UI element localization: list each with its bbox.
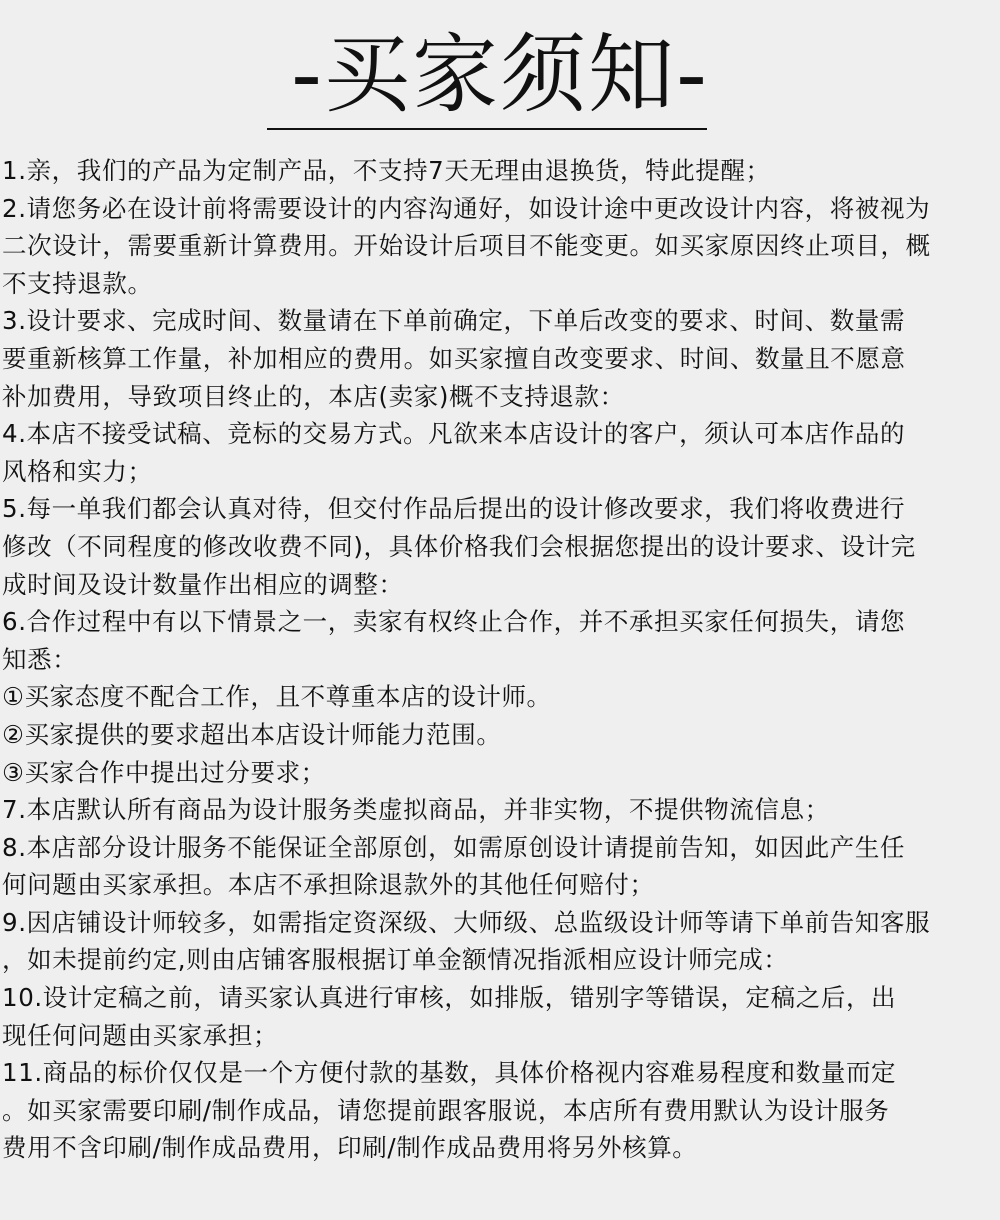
notice-line: 修改（不同程度的修改收费不同)，具体价格我们会根据您提出的设计要求、设计完 bbox=[2, 531, 916, 561]
notice-line: 费用不含印刷/制作成品费用，印刷/制作成品费用将另外核算。 bbox=[2, 1133, 698, 1163]
notice-line: 现任何问题由买家承担； bbox=[2, 1020, 279, 1050]
notice-line: 知悉： bbox=[2, 644, 78, 674]
notice-line: ③买家合作中提出过分要求； bbox=[2, 757, 326, 787]
title-underline bbox=[267, 128, 707, 130]
notice-line: 二次设计，需要重新计算费用。开始设计后项目不能变更。如买家原因终止项目，概 bbox=[2, 231, 931, 261]
notice-line: 。如买家需要印刷/制作成品，请您提前跟客服说，本店所有费用默认为设计服务 bbox=[2, 1095, 890, 1125]
notice-line: 3.设计要求、完成时间、数量请在下单前确定，下单后改变的要求、时间、数量需 bbox=[2, 306, 906, 336]
notice-line: 7.本店默认所有商品为设计服务类虚拟商品，并非实物，不提供物流信息； bbox=[2, 795, 830, 825]
notice-line: 2.请您务必在设计前将需要设计的内容沟通好，如设计途中更改设计内容，将被视为 bbox=[2, 193, 931, 223]
page-title: -买家须知- bbox=[290, 25, 710, 125]
notice-line: ，如未提前约定,则由店铺客服根据订单金额情况指派相应设计师完成： bbox=[2, 945, 789, 975]
notice-line: 补加费用，导致项目终止的，本店(卖家)概不支持退款： bbox=[2, 381, 625, 411]
notice-line: 成时间及设计数量作出相应的调整： bbox=[2, 569, 404, 599]
notice-line: ①买家态度不配合工作，且不尊重本店的设计师。 bbox=[2, 682, 552, 712]
notice-line: 11.商品的标价仅仅是一个方便付款的基数，具体价格视内容难易程度和数量而定 bbox=[2, 1058, 897, 1088]
notice-line: 9.因店铺设计师较多，如需指定资深级、大师级、总监级设计师等请下单前告知客服 bbox=[2, 907, 931, 937]
notice-line: ②买家提供的要求超出本店设计师能力范围。 bbox=[2, 719, 502, 749]
notice-content bbox=[2, 152, 987, 1167]
notice-line: 风格和实力； bbox=[2, 456, 153, 486]
notice-line: 要重新核算工作量，补加相应的费用。如买家擅自改变要求、时间、数量且不愿意 bbox=[2, 343, 906, 373]
notice-line: 10.设计定稿之前，请买家认真进行审核，如排版，错别字等错误，定稿之后，出 bbox=[2, 983, 897, 1013]
notice-line: 1.亲，我们的产品为定制产品，不支持7天无理由退换货，特此提醒； bbox=[2, 156, 771, 185]
notice-line: 何问题由买家承担。本店不承担除退款外的其他任何赔付； bbox=[2, 870, 655, 900]
notice-line: 8.本店部分设计服务不能保证全部原创，如需原创设计请提前告知，如因此产生任 bbox=[2, 832, 906, 862]
notice-line: 5.每一单我们都会认真对待，但交付作品后提出的设计修改要求，我们将收费进行 bbox=[2, 494, 906, 524]
notice-line: 6.合作过程中有以下情景之一，卖家有权终止合作，并不承担买家任何损失，请您 bbox=[2, 607, 906, 637]
notice-line: 4.本店不接受试稿、竞标的交易方式。凡欲来本店设计的客户，须认可本店作品的 bbox=[2, 419, 906, 449]
notice-line: 不支持退款。 bbox=[2, 268, 153, 298]
